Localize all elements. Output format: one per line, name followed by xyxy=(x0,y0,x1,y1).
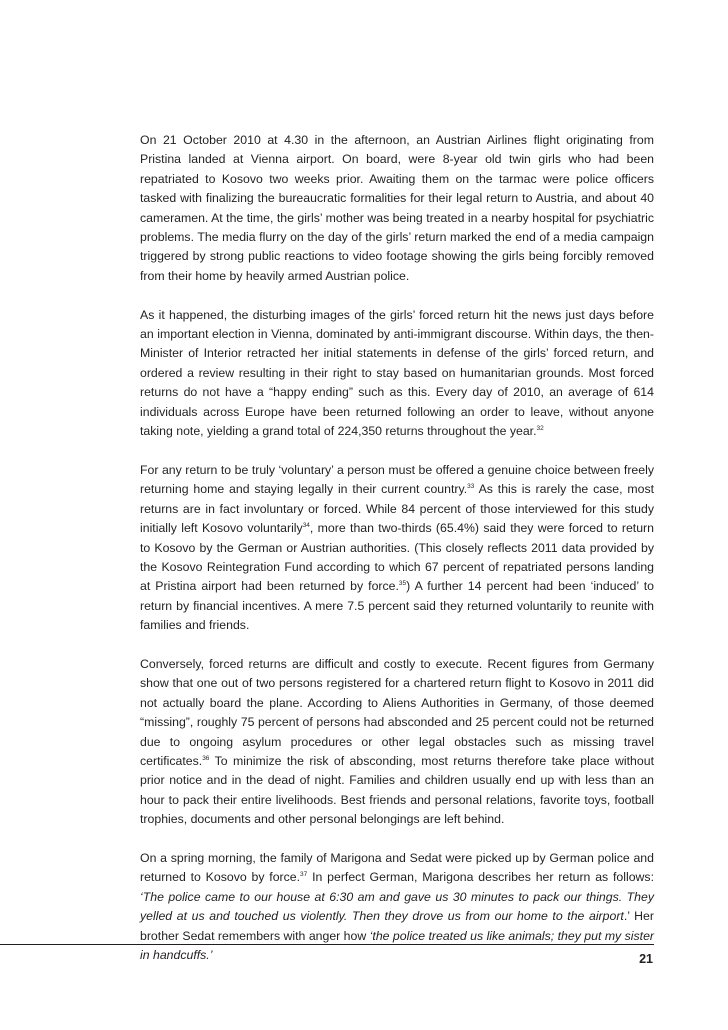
paragraph-4 xyxy=(140,655,654,830)
paragraph-text: As it happened, the disturbing images of the girls’ forced return hit the news just days before an important election in Vienna, dominated by anti-immigrant discourse. Within days, the then-Minister of Interior retracted her initial statements in defense of the girls’ forced return, and ordered a review resulting in their right to stay based on humanitarian grounds. Most forced returns do not have a “happy ending” such as this. Every day of 2010, an average of 614 individuals across Europe have been returned following an order to leave, without anyone taking note, yielding a grand total of 224,350 returns throughout the year. xyxy=(140,307,654,439)
paragraph-text: For any return to be truly ‘voluntary’ a person must be offered a genuine choice between freely returning home and staying legally in their current country. xyxy=(140,462,654,497)
paragraph-1 xyxy=(140,131,654,286)
quote-sedat: ‘the police treated us like animals; they put my sister in handcuffs.’ xyxy=(140,928,655,962)
paragraph-5 xyxy=(140,849,654,965)
paragraph-text: , more than two-thirds (65.4%) said they were forced to return to Kosovo by the German or Austrian authorities. (This closely reflects 2011 data provided by the Kosovo Reintegration Fund according to which 67 percent of repatriated persons landing at Pristina airport had been returned by force. xyxy=(140,521,654,594)
paragraph-text: As this is rarely the case, most returns are in fact involuntary or forced. While 84 percent of those interviewed for this study initially left Kosovo voluntarily xyxy=(140,482,655,536)
footer-rule xyxy=(0,944,654,945)
footnote-ref-32: 32 xyxy=(536,425,544,433)
paragraph-text: On a spring morning, the family of Marigona and Sedat were picked up by German police and returned to Kosovo by force. xyxy=(140,850,654,885)
page-number: 21 xyxy=(639,952,653,966)
paragraph-3 xyxy=(140,461,654,636)
paragraph-2 xyxy=(140,306,654,442)
paragraph-text: Conversely, forced returns are difficult and costly to execute. Recent figures from Germany show that one out of two persons registered for a chartered return flight to Kosovo in 2011 did not actually board the plane. According to Aliens Authorities in Germany, of those deemed “missing”, roughly 75 percent of persons had absconded and 25 percent could not be returned due to ongoing asylum procedures or other legal obstacles such as missing travel certificates. xyxy=(140,656,654,768)
paragraph-text: .’ Her brother Sedat remembers with anger how xyxy=(140,909,654,943)
footnote-ref-36: 36 xyxy=(202,754,210,762)
footnote-ref-34: 34 xyxy=(302,522,310,530)
paragraph-text: In perfect German, Marigona describes her return as follows: xyxy=(307,870,654,885)
quote-marigona: ‘The police came to our house at 6:30 am and gave us 30 minutes to pack our things. They yelled at us and touched us violently. Then they drove us from our home to the airport xyxy=(140,889,654,924)
paragraph-text: On 21 October 2010 at 4.30 in the afternoon, an Austrian Airlines flight originating from Pristina landed at Vienna airport. On board, were 8-year old twin girls who had been repatriated to Kosovo two weeks prior. Awaiting them on the tarmac were police officers tasked with finalizing the bureaucratic formalities for their legal return to Austria, and about 40 cameramen. At the time, the girls’ mother was being treated in a nearby hospital for psychiatric problems. The media flurry on the day of the girls’ return marked the end of a media campaign triggered by strong public reactions to video footage showing the girls being forcibly removed from their home by heavily armed Austrian police. xyxy=(140,133,654,283)
footnote-ref-37: 37 xyxy=(300,871,308,879)
body-text xyxy=(140,131,654,965)
paragraph-text: To minimize the risk of absconding, most returns therefore take place without prior notice and in the dead of night. Families and children usually end up with less than an hour to pack their entire livelihoods. Best friends and personal relations, favorite toys, football trophies, documents and other personal belongings are left behind. xyxy=(140,753,654,827)
footnote-ref-33: 33 xyxy=(467,483,475,491)
paragraph-text: ) A further 14 percent had been ‘induced’ to return by financial incentives. A mere 7.5 percent said they returned voluntarily to reunite with families and friends. xyxy=(140,579,654,633)
footnote-ref-35: 35 xyxy=(398,580,407,588)
